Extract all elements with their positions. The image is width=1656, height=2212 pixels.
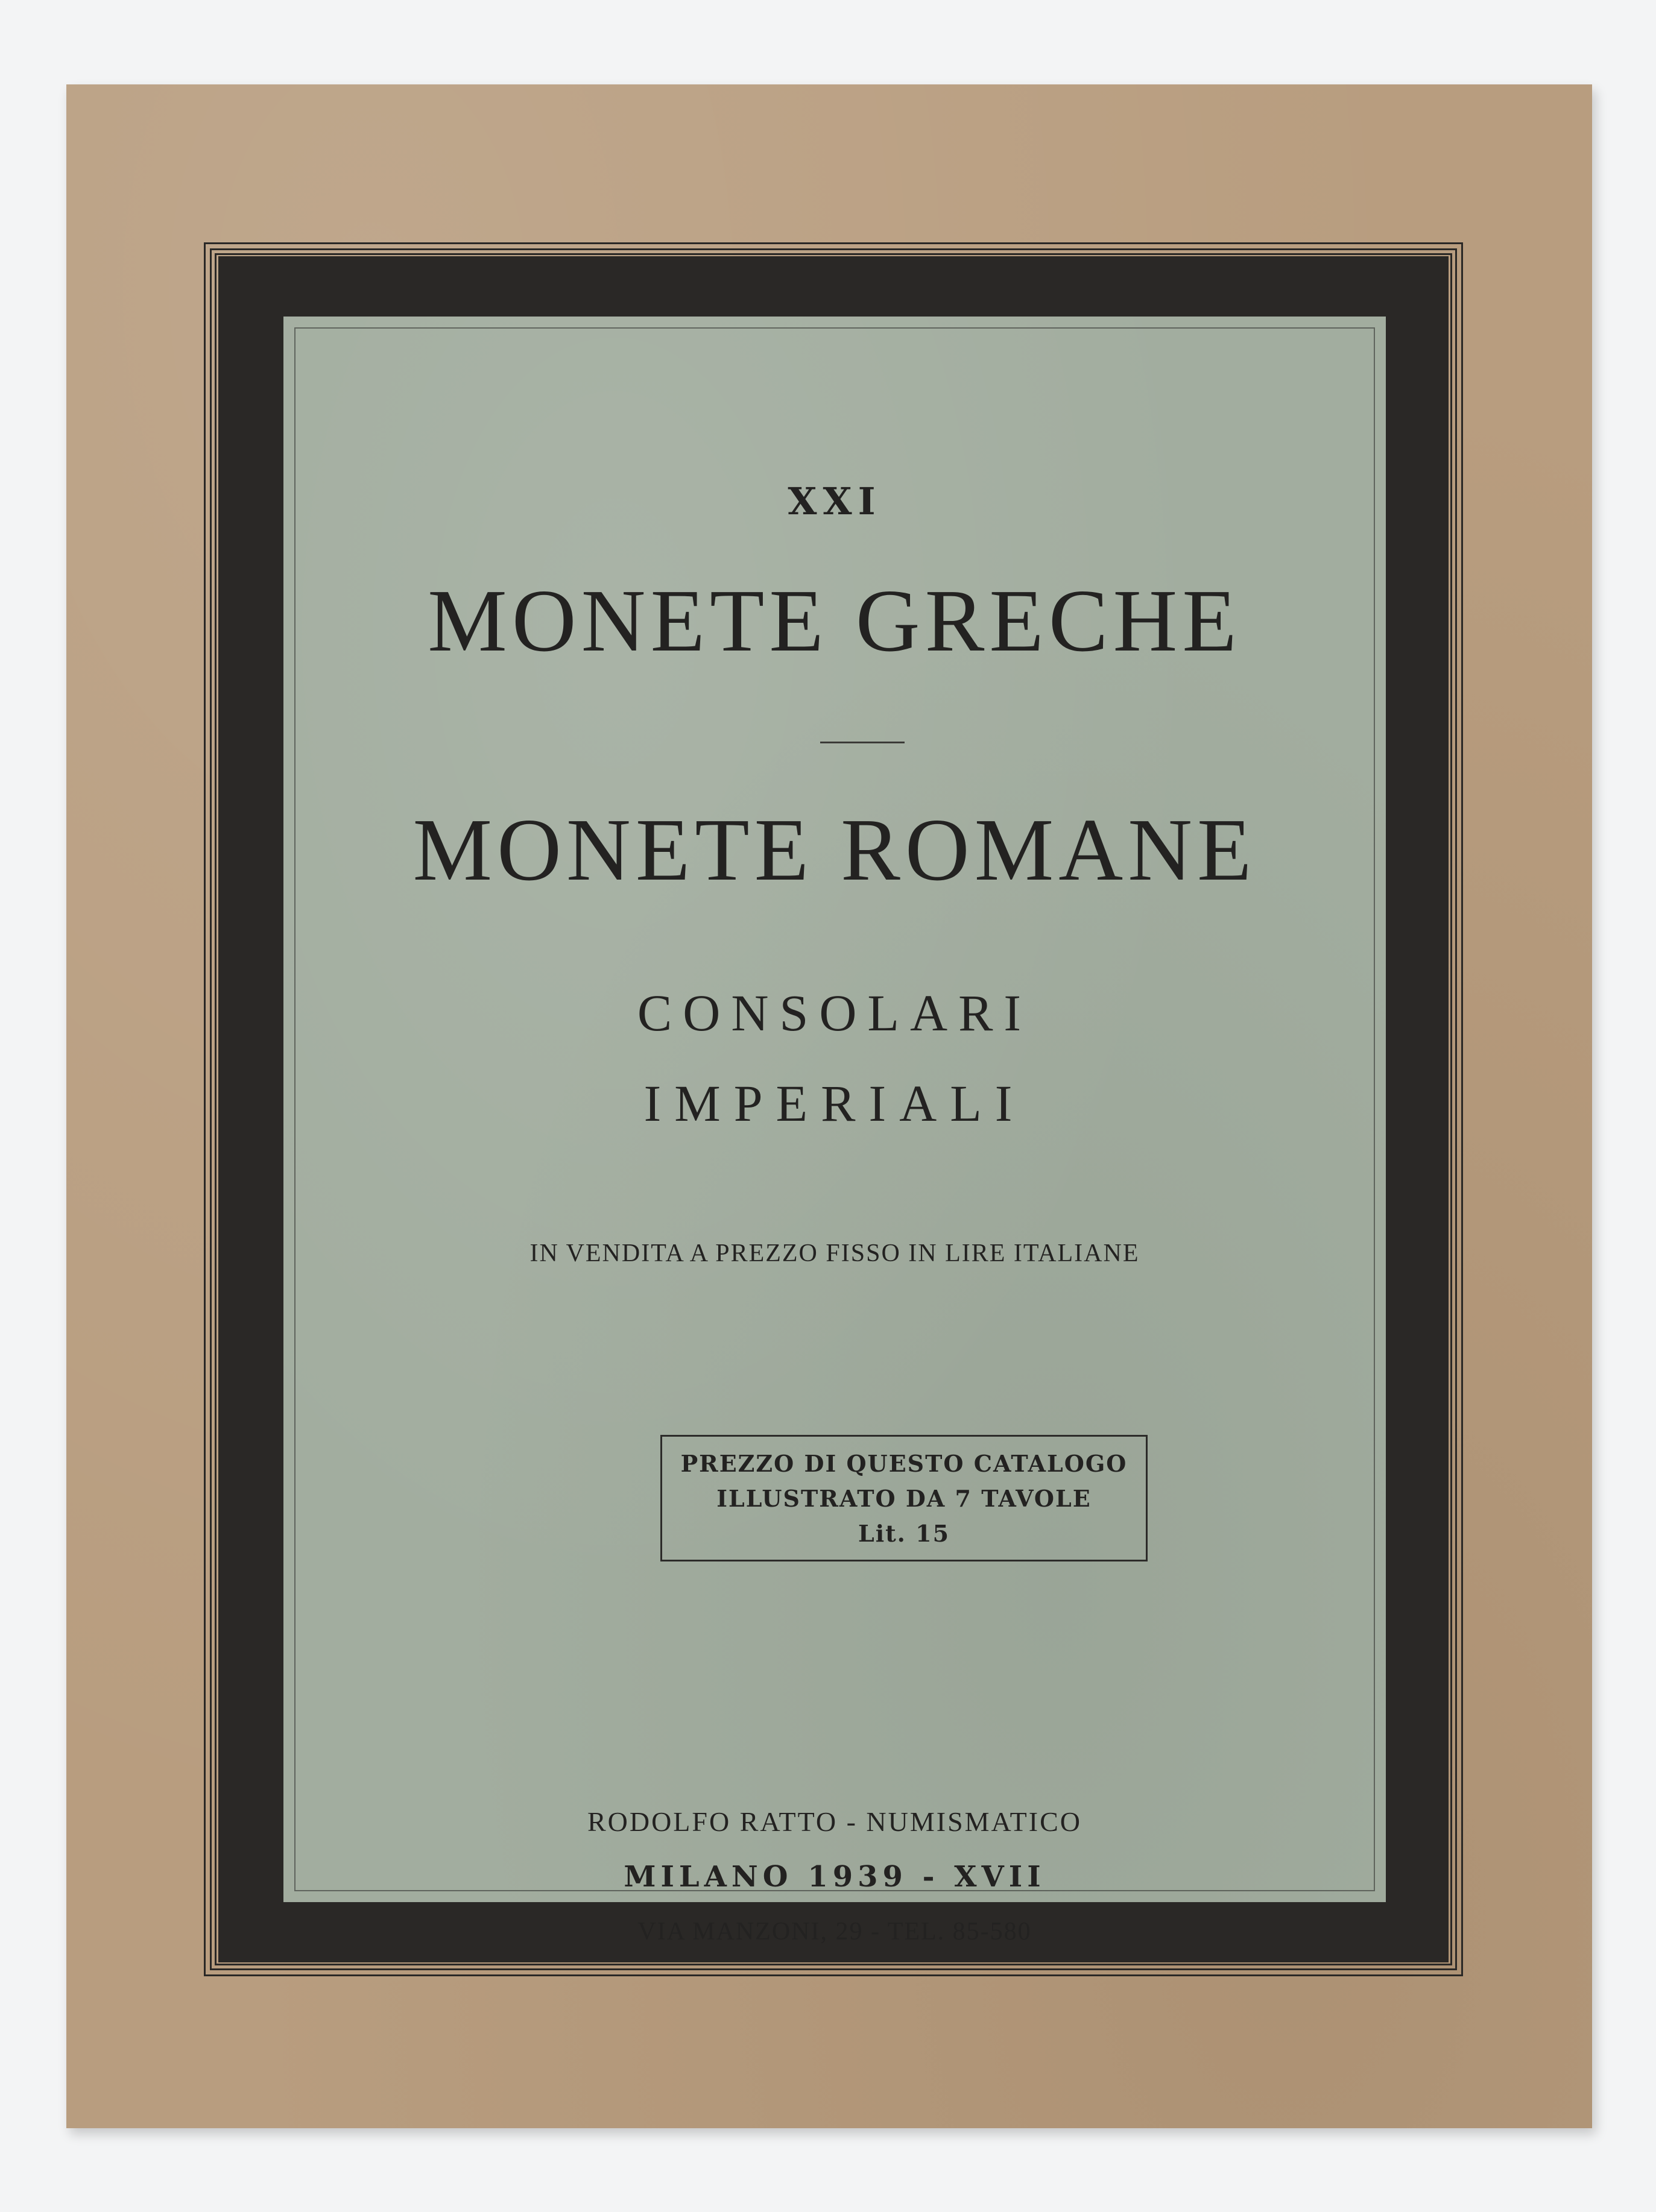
series-number: XXI [788,479,882,523]
sale-note: IN VENDITA A PREZZO FISSO IN LIRE ITALIANE [529,1240,1140,1267]
title-panel [283,317,1386,1946]
booklet-cover [66,84,1592,2128]
publisher-address: VIA MANZONI, 29 - TEL. 85-580 [637,1918,1032,1946]
title-divider [820,742,905,743]
price-line-2: ILLUSTRATO DA 7 TAVOLE [716,1485,1092,1512]
subtitle-imperial: IMPERIALI [643,1074,1026,1132]
price-line-1: PREZZO DI QUESTO CATALOGO [680,1450,1128,1477]
main-title-greek-coins: MONETE GRECHE [428,572,1242,670]
subtitle-consular: CONSOLARI [637,984,1032,1042]
main-title-roman-coins: MONETE ROMANE [412,801,1257,900]
publisher-name: RODOLFO RATTO - NUMISMATICO [587,1806,1082,1837]
price-line-3: Lit. 15 [858,1520,950,1547]
price-box [660,1435,1148,1561]
city-year: MILANO 1939 - XVII [624,1860,1046,1894]
